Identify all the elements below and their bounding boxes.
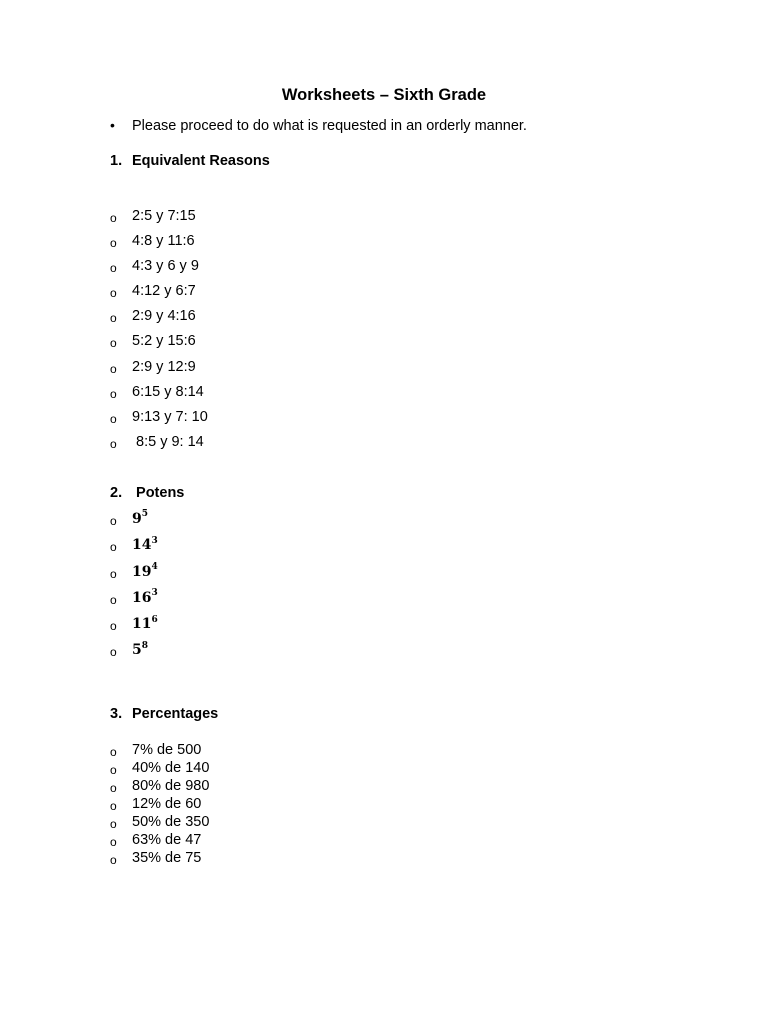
power-exponent: 3 [151,535,158,546]
item-text: 5:2 y 15:6 [132,333,196,350]
list-item [110,814,209,832]
percentages-list [110,742,209,868]
circle-bullet-icon: o [110,386,117,401]
circle-bullet-icon: o [110,817,117,831]
circle-bullet-icon: o [110,211,117,225]
list-item [110,384,208,409]
list-item [110,561,158,590]
list-item [110,832,209,850]
power-base: 11 [132,616,152,633]
item-text: 2:9 y 4:16 [132,308,196,325]
circle-bullet-icon: o [110,336,117,351]
item-text: 4:8 y 11:6 [132,233,195,250]
power-expression [132,616,158,632]
power-base: 16 [132,589,152,606]
item-text: 4:12 y 6:7 [132,283,196,300]
circle-bullet-icon: o [110,311,117,326]
item-text: 4:3 y 6 y 9 [132,258,199,275]
equivalent-reasons-list [110,208,208,459]
page-title: Worksheets – Sixth Grade [281,86,487,104]
intro-text: Please proceed to do what is requested in an orderly manner. [132,118,527,134]
power-exponent: 8 [141,640,149,651]
section-number: 2. [110,485,123,501]
intro-instruction [110,117,527,134]
power-base: 19 [132,563,152,580]
section-heading-potens [110,485,184,501]
power-base: 9 [132,511,142,527]
power-base: 14 [132,537,152,554]
power-expression [132,511,148,527]
power-expression [132,590,158,606]
circle-bullet-icon: o [110,540,117,555]
item-text: 2:5 y 7:15 [132,208,196,224]
list-item [110,434,208,459]
list-item [110,359,208,384]
item-text: 12% de 60 [132,796,202,812]
section-heading-equivalent-reasons [110,153,270,169]
circle-bullet-icon: o [110,745,117,759]
circle-bullet-icon: o [110,799,117,813]
circle-bullet-icon: o [110,853,117,867]
section-number: 3. [110,706,123,722]
bullet-icon: • [110,117,115,133]
circle-bullet-icon: o [110,763,117,777]
item-text: 6:15 y 8:14 [132,383,204,400]
item-text: 9:13 y 7: 10 [132,408,208,425]
circle-bullet-icon: o [110,261,117,276]
item-text: 40% de 140 [132,760,210,776]
item-text: 7% de 500 [132,742,202,758]
section-title: Equivalent Reasons [132,153,270,169]
power-exponent: 3 [151,588,158,599]
item-text: 8:5 y 9: 14 [132,433,204,450]
item-text: 35% de 75 [132,850,202,866]
power-base: 5 [132,642,142,659]
power-expression [132,642,148,658]
item-text: 50% de 350 [132,814,210,830]
circle-bullet-icon: o [110,436,117,451]
section-heading-percentages [110,706,218,722]
power-expression [132,537,158,553]
list-item [110,796,209,814]
list-item [110,409,208,434]
list-item [110,258,208,283]
list-item [110,208,208,233]
item-text: 2:9 y 12:9 [132,358,196,375]
list-item [110,760,209,778]
section-title: Percentages [132,706,219,722]
power-exponent: 5 [141,509,149,520]
list-item [110,642,158,668]
item-text: 80% de 980 [132,778,210,794]
circle-bullet-icon: o [110,566,117,581]
list-item [110,308,208,333]
list-item [110,742,209,760]
section-number: 1. [110,153,123,169]
item-text: 63% de 47 [132,832,202,848]
section-title: Potens [132,485,185,501]
list-item [110,511,158,537]
list-item [110,590,158,616]
circle-bullet-icon: o [110,781,117,795]
list-item [110,537,158,563]
circle-bullet-icon: o [110,592,117,607]
circle-bullet-icon: o [110,645,117,660]
circle-bullet-icon: o [110,361,117,376]
circle-bullet-icon: o [110,286,117,301]
power-exponent: 4 [151,561,158,572]
circle-bullet-icon: o [110,514,117,528]
circle-bullet-icon: o [110,411,117,426]
potens-list [110,511,158,669]
circle-bullet-icon: o [110,835,117,849]
circle-bullet-icon: o [110,619,117,634]
list-item [110,333,208,358]
list-item [110,233,208,258]
power-exponent: 6 [151,614,158,625]
list-item [110,283,208,308]
list-item [110,616,158,642]
circle-bullet-icon: o [110,236,117,251]
list-item [110,778,209,796]
power-expression [132,561,158,580]
list-item [110,850,209,868]
